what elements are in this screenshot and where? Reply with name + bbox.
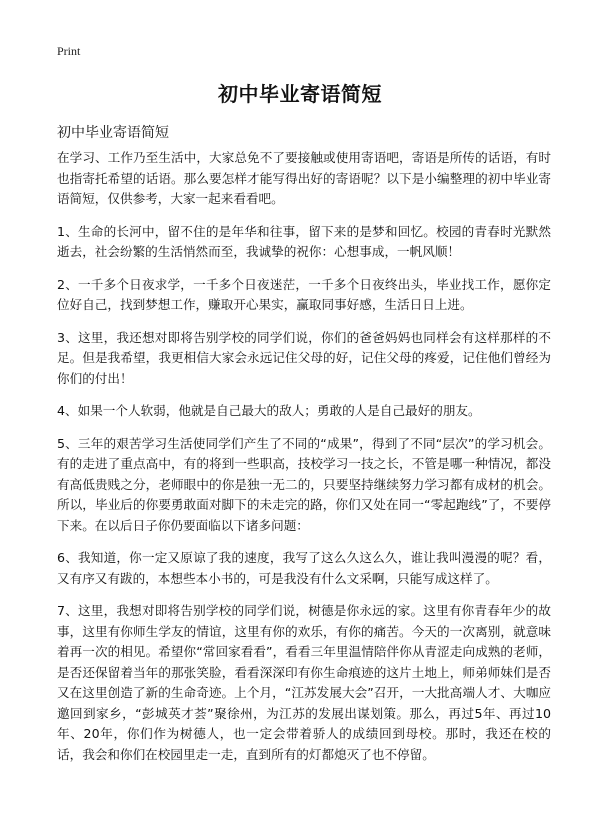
message-paragraph-7: 7、这里，我想对即将告别学校的同学们说，树德是你永远的家。这里有你青春年少的故事，这里有你师生学友的情谊，这里有你的欢乐，有你的痛苦。今天的一次离别，就意味着再一次的相见。希望你“常回家看看”，看看三年里温情陪伴你从青涩走向成熟的老师，是否还保留着当年的那张笑脸，看看深深印有你生命痕迹的这片土地上，师弟师妹们是否又在这里创造了新的生命奇迹。上个月，“江苏发展大会”召开，一大批高端人才、大咖应邀回到家乡，“彭城英才荟”聚徐州，为江苏的发展出谋划策。那么，再过5年、再过10年、20年，你们作为树德人，也一定会带着骄人的成绩回到母校。那时，我还在校的话，我会和你们在校园里走一走，直到所有的灯都熄灭了也不停留。 xyxy=(57,603,551,762)
print-link[interactable]: Print xyxy=(57,44,81,58)
intro-paragraph: 在学习、工作乃至生活中，大家总免不了要接触或使用寄语吧，寄语是所传的话语，有时也指寄托希望的话语。那么要怎样才能写得出好的寄语呢？以下是小编整理的初中毕业寄语简短，仅供参考，大家一起来看看吧。 xyxy=(57,150,551,206)
document-title: 初中毕业寄语简短 xyxy=(218,82,382,106)
message-paragraph-6: 6、我知道，你一定又原谅了我的速度，我写了这么久这么久，谁让我叫漫漫的呢？看，又有序又有跋的，本想些本小书的，可是我没有什么文采啊，只能写成这样了。 xyxy=(57,550,551,586)
message-paragraph-4: 4、如果一个人软弱，他就是自己最大的敌人；勇敢的人是自己最好的朋友。 xyxy=(57,403,481,418)
document-body xyxy=(57,148,551,777)
document-subtitle: 初中毕业寄语简短 xyxy=(57,125,169,141)
message-paragraph-5: 5、三年的艰苦学习生活使同学们产生了不同的“成果”，得到了不同“层次”的学习机会。有的走进了重点高中，有的将到一些职高，技校学习一技之长，不管是哪一种情况，都没有高低贵贱之分，老师眼中的你是独一无二的，只要坚持继续努力学习都有成材的机会。所以，毕业后的你要勇敢面对脚下的未走完的路，你们又处在同一“零起跑线”了，不要停下来。在以后日子你仍要面临以下诸多问题： xyxy=(57,435,551,533)
message-paragraph-2: 2、一千多个日夜求学，一千多个日夜迷茫，一千多个日夜终出头，毕业找工作，愿你定位好自己，找到梦想工作，赚取开心果实，赢取同事好感，生活日日上进。 xyxy=(57,276,551,312)
message-paragraph-1: 1、生命的长河中，留不住的是年华和往事，留下来的是梦和回忆。校园的青春时光默然逝去，社会纷繁的生活悄然而至，我诚挚的祝你：心想事成，一帆风顺！ xyxy=(57,223,551,259)
message-paragraph-3: 3、这里，我还想对即将告别学校的同学们说，你们的爸爸妈妈也同样会有这样那样的不足。但是我希望，我更相信大家会永远记住父母的好，记住父母的疼爱，记住他们曾经为你们的付出！ xyxy=(57,329,551,386)
